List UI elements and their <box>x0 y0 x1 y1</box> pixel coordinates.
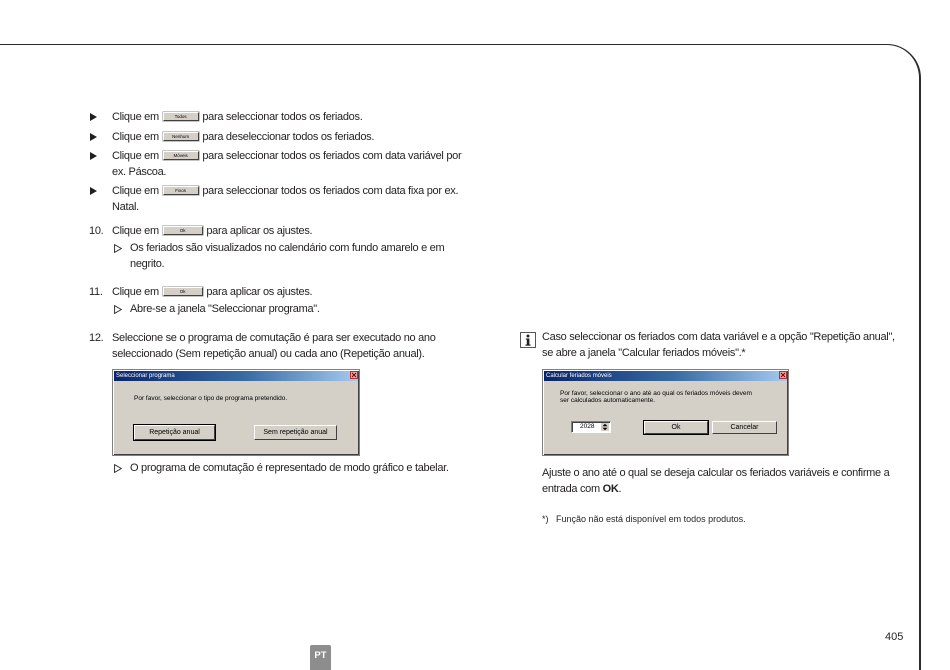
no-repeat-button[interactable]: Sem repetição anual <box>254 425 337 440</box>
adjust-text: Ajuste o ano até o qual se deseja calcular os feriados variáveis e confirme a <box>542 467 890 479</box>
instruction-line <box>112 109 362 125</box>
ok-button[interactable]: Ok <box>163 226 203 235</box>
spin-arrows-icon[interactable] <box>601 423 609 431</box>
year-spinner[interactable] <box>571 421 611 433</box>
instruction-line <box>112 284 312 300</box>
year-value: 2028 <box>580 423 595 430</box>
ok-button[interactable]: Ok <box>644 421 708 434</box>
instruction-line <box>112 223 312 239</box>
footnote-text: Função não está disponível em todos produtos. <box>556 514 746 524</box>
instruction-text: Clique em <box>112 185 159 197</box>
ok-keyword: OK <box>602 483 619 495</box>
instruction-continuation: ex. Páscoa. <box>112 166 167 178</box>
instruction-text: para seleccionar todos os feriados com data fixa por ex. <box>202 185 459 197</box>
dialog-title: Seleccionar programa <box>114 371 358 381</box>
close-button[interactable] <box>350 371 358 379</box>
step-number: 10. <box>89 225 104 237</box>
adjust-text-part: entrada com <box>542 483 600 495</box>
calculate-holidays-dialog <box>542 369 789 456</box>
result-arrow-icon <box>114 464 122 473</box>
dialog-message: Por favor, seleccionar o ano até ao qual os feriados móveis devem <box>560 390 752 397</box>
moveis-button[interactable]: Móveis <box>163 151 199 160</box>
instruction-text: para aplicar os ajustes. <box>206 225 313 237</box>
step-number: 11. <box>89 286 103 298</box>
footnote-mark: *) <box>542 514 549 524</box>
adjust-text-part: . <box>618 483 622 495</box>
page-number: 405 <box>885 631 904 643</box>
result-text: Os feriados são visualizados no calendário com fundo amarelo e em <box>130 242 445 254</box>
select-program-dialog <box>112 369 360 456</box>
step-number: 12. <box>89 332 104 344</box>
note-text: se abre a janela "Calcular feriados móveis".* <box>542 347 746 359</box>
cancel-button[interactable]: Cancelar <box>712 421 777 434</box>
instruction-line: seleccionado (Sem repetição anual) ou cada ano (Repetição anual). <box>112 348 425 360</box>
instruction-line <box>112 148 461 164</box>
instruction-text: para seleccionar todos os feriados com data variável por <box>202 150 462 162</box>
instruction-line: Seleccione se o programa de comutação é para ser executado no ano <box>112 332 436 344</box>
close-button[interactable] <box>779 371 787 379</box>
instruction-text: Clique em <box>112 150 159 162</box>
note-text: Caso seleccionar os feriados com data variável e a opção "Repetição anual", <box>542 331 895 343</box>
instruction-text: Clique em <box>112 286 159 298</box>
dialog-message: Por favor, seleccionar o tipo de programa pretendido. <box>134 395 288 402</box>
instruction-text: Clique em <box>112 111 159 123</box>
close-icon <box>780 372 786 378</box>
info-icon <box>520 332 536 348</box>
todos-button[interactable]: Todos <box>163 112 199 121</box>
instruction-text: Clique em <box>112 225 159 237</box>
result-arrow-icon <box>114 244 122 253</box>
nenhum-button[interactable]: Nenhum <box>163 132 199 141</box>
result-text: negrito. <box>130 258 165 270</box>
repeat-annual-button[interactable]: Repetição anual <box>134 425 215 440</box>
dialog-message: ser calculados automaticamente. <box>560 397 656 404</box>
bullet-marker <box>90 113 97 121</box>
instruction-line <box>112 183 458 199</box>
adjust-text <box>542 481 621 497</box>
instruction-text: para seleccionar todos os feriados. <box>202 111 363 123</box>
result-text: O programa de comutação é representado de modo gráfico e tabelar. <box>130 462 449 474</box>
instruction-text: para deseleccionar todos os feriados. <box>202 131 375 143</box>
instruction-text: Clique em <box>112 131 159 143</box>
result-text: Abre-se a janela "Seleccionar programa". <box>130 303 320 315</box>
close-icon <box>351 372 357 378</box>
instruction-continuation: Natal. <box>112 201 139 213</box>
instruction-text: para aplicar os ajustes. <box>206 286 313 298</box>
bullet-marker <box>90 152 97 160</box>
bullet-marker <box>90 133 97 141</box>
bullet-marker <box>90 187 97 195</box>
fixos-button[interactable]: Fixos <box>163 186 199 195</box>
language-badge: PT <box>310 645 331 670</box>
instruction-line <box>112 129 374 145</box>
result-arrow-icon <box>114 305 122 314</box>
dialog-title: Calcular feriados móveis <box>544 371 787 381</box>
ok-button[interactable]: Ok <box>163 287 203 296</box>
